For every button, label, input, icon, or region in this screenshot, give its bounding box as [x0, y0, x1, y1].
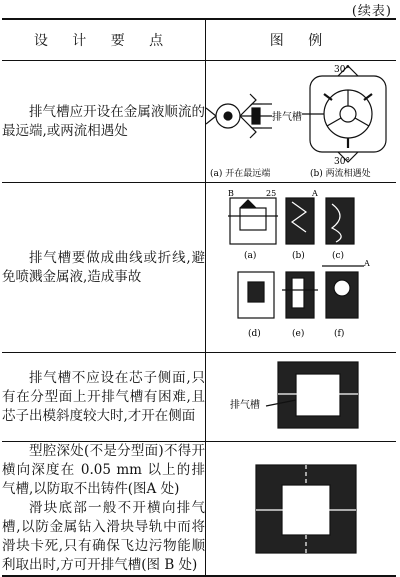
- core-side-vent-figure: [226, 356, 376, 438]
- illustration-cell: [206, 353, 397, 442]
- caption-e: (e): [292, 328, 305, 339]
- table-row: [2, 353, 396, 442]
- design-point-text: [2, 61, 206, 183]
- vent-location-figure: [206, 64, 396, 180]
- vent-callout: 排气槽: [230, 400, 260, 411]
- header-illustration: 图 例: [206, 19, 397, 61]
- table-row: [2, 442, 396, 577]
- table-header-row: [2, 19, 396, 61]
- caption-far-end: (a) 开在最远端: [210, 168, 271, 179]
- table-row: [2, 183, 396, 353]
- angle-label-top: 30°: [334, 64, 350, 75]
- design-point-text: [2, 353, 206, 442]
- dimension-label: 25: [266, 188, 277, 198]
- angle-label-bottom: 30°: [334, 156, 350, 167]
- caption-c: (c): [332, 250, 345, 261]
- slider-vent-figure: [226, 455, 376, 563]
- illustration-cell: [206, 183, 397, 353]
- caption-f: (f): [334, 328, 345, 339]
- section-label-a2: A: [364, 258, 370, 268]
- design-point-text: [2, 183, 206, 353]
- curved-vent-figure: [226, 186, 376, 350]
- design-points-table: [2, 18, 396, 577]
- design-point-paragraph: 排气槽要做成曲线或折线,避免喷溅金属液,造成事故: [2, 249, 205, 285]
- illustration-cell: [206, 61, 397, 183]
- continued-label: (续表): [351, 4, 392, 19]
- illustration-cell: [206, 442, 397, 577]
- section-label-a: A: [312, 188, 318, 198]
- caption-b: (b): [292, 250, 305, 261]
- design-point-text: [2, 442, 206, 577]
- section-label-b: B: [228, 188, 234, 198]
- design-point-paragraph: 滑块底部一般不开横向排气槽,以防金属钻入滑块导轨中而将滑块卡死,只有确保飞边污物能顺利取出时,方可开排气槽(图 B 处): [2, 500, 205, 573]
- header-design-points: 设 计 要 点: [2, 19, 206, 61]
- design-point-paragraph: 排气槽应开设在金属液顺流的最远端,或两流相遇处: [2, 103, 205, 139]
- caption-a: (a): [244, 250, 257, 261]
- design-point-paragraph: 型腔深处(不是分型面)不得开横向深度在 0.05 mm 以上的排气槽,以防取不出铸件(图A 处): [2, 443, 205, 497]
- caption-flows-meet: (b) 两流相遇处: [310, 168, 371, 179]
- vent-callout-a: 排气槽: [272, 111, 302, 123]
- design-point-paragraph: 排气槽不应设在芯子侧面,只有在分型面上开排气槽有困难,且芯子出模斜度较大时,才开在侧面: [2, 369, 205, 424]
- table-row: [2, 61, 396, 183]
- caption-d: (d): [248, 328, 261, 339]
